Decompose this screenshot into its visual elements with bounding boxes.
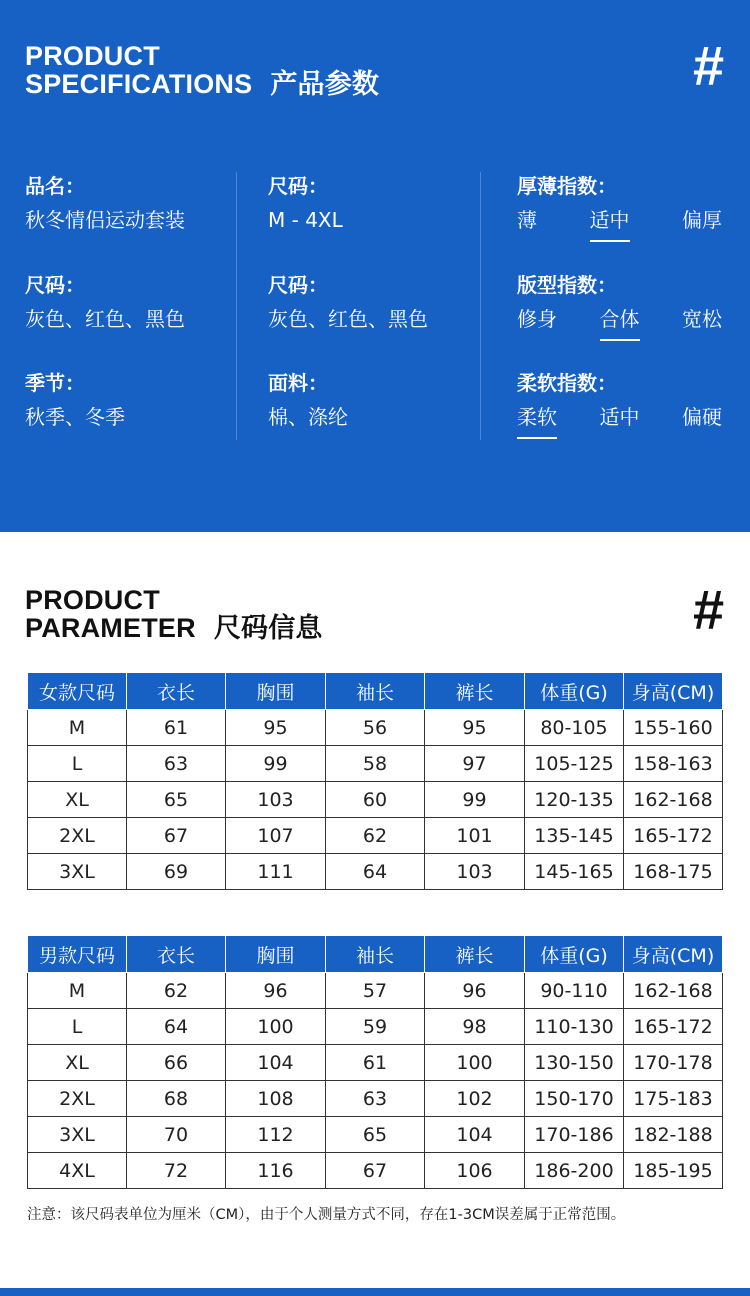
table-cell: 65	[326, 1117, 425, 1153]
table-cell: 72	[127, 1153, 226, 1189]
col-header: 裤长	[425, 673, 525, 710]
table-cell: 100	[425, 1045, 525, 1081]
table-header-row	[28, 936, 723, 973]
table-cell: 165-172	[624, 818, 723, 854]
spec-title-en-line1: PRODUCT	[25, 41, 160, 71]
spec-label-size-2: 尺码：	[268, 273, 328, 297]
table-cell: 67	[326, 1153, 425, 1189]
table-cell: 64	[326, 854, 425, 890]
spec-label-size-range: 尺码：	[268, 174, 328, 198]
table-cell: 130-150	[525, 1045, 624, 1081]
softness-options	[517, 404, 722, 434]
spec-label-name: 品名：	[25, 174, 85, 198]
table-cell: 116	[226, 1153, 326, 1189]
table-cell: 104	[425, 1117, 525, 1153]
col-header: 袖长	[326, 673, 425, 710]
col-header: 体重(G)	[525, 673, 624, 710]
spec-value-name: 秋冬情侣运动套装	[25, 208, 185, 232]
spec-label-fit: 版型指数：	[517, 273, 617, 297]
table-cell: 170-178	[624, 1045, 723, 1081]
spec-label-season: 季节：	[25, 371, 85, 395]
table-row	[28, 1009, 723, 1045]
table-cell: 120-135	[525, 782, 624, 818]
thickness-option: 偏厚	[682, 208, 722, 232]
table-cell: 58	[326, 746, 425, 782]
table-cell: 63	[326, 1081, 425, 1117]
spec-value-colors: 灰色、红色、黑色	[25, 307, 185, 331]
table-cell: 111	[226, 854, 326, 890]
table-cell: 96	[226, 973, 326, 1009]
col-header: 男款尺码	[28, 936, 127, 973]
fit-options	[517, 306, 722, 336]
table-cell: 110-130	[525, 1009, 624, 1045]
fit-option-selected: 合体	[600, 306, 640, 336]
hash-icon: #	[693, 578, 725, 641]
table-row	[28, 710, 723, 746]
param-title	[25, 586, 323, 642]
table-cell: 99	[425, 782, 525, 818]
table-cell: 66	[127, 1045, 226, 1081]
table-cell: 96	[425, 973, 525, 1009]
col-header: 胸围	[226, 673, 326, 710]
table-cell: 56	[326, 710, 425, 746]
col-header: 胸围	[226, 936, 326, 973]
table-cell: 135-145	[525, 818, 624, 854]
table-cell: 97	[425, 746, 525, 782]
table-cell: 182-188	[624, 1117, 723, 1153]
table-cell: 162-168	[624, 782, 723, 818]
spec-label-softness: 柔软指数：	[517, 371, 617, 395]
table-cell: 59	[326, 1009, 425, 1045]
thickness-option: 薄	[517, 208, 537, 232]
spec-title-cn: 产品参数	[270, 69, 380, 99]
table-cell: 158-163	[624, 746, 723, 782]
table-cell: 70	[127, 1117, 226, 1153]
table-cell: 162-168	[624, 973, 723, 1009]
hash-icon: #	[693, 34, 725, 97]
column-divider	[480, 172, 481, 440]
table-cell: 3XL	[28, 1117, 127, 1153]
spec-value-colors-2: 灰色、红色、黑色	[268, 307, 428, 331]
table-cell: 108	[226, 1081, 326, 1117]
table-cell: 61	[326, 1045, 425, 1081]
spec-label-size: 尺码：	[25, 273, 85, 297]
table-row	[28, 1153, 723, 1189]
softness-option-selected: 柔软	[517, 404, 557, 434]
table-row	[28, 973, 723, 1009]
spec-value-fabric: 棉、涤纶	[268, 405, 348, 429]
col-header: 身高(CM)	[624, 936, 723, 973]
spec-value-season: 秋季、冬季	[25, 405, 125, 429]
spec-panel	[0, 0, 750, 532]
table-cell: 99	[226, 746, 326, 782]
table-cell: 186-200	[525, 1153, 624, 1189]
table-cell: 112	[226, 1117, 326, 1153]
table-row	[28, 854, 723, 890]
table-header-row	[28, 673, 723, 710]
table-row	[28, 746, 723, 782]
table-cell: XL	[28, 782, 127, 818]
table-cell: 95	[425, 710, 525, 746]
table-row	[28, 1117, 723, 1153]
param-title-cn: 尺码信息	[213, 613, 323, 643]
column-divider	[236, 172, 237, 440]
spec-title-en-line2: SPECIFICATIONS	[25, 69, 253, 99]
table-cell: 69	[127, 854, 226, 890]
table-cell: 98	[425, 1009, 525, 1045]
param-title-en-line2: PARAMETER	[25, 613, 196, 643]
col-header: 袖长	[326, 936, 425, 973]
table-cell: 80-105	[525, 710, 624, 746]
col-header: 衣长	[127, 673, 226, 710]
bottom-bar	[0, 1288, 750, 1296]
table-cell: 165-172	[624, 1009, 723, 1045]
spec-title	[25, 42, 379, 98]
table-row	[28, 1045, 723, 1081]
table-cell: 103	[425, 854, 525, 890]
softness-option: 适中	[599, 405, 640, 429]
table-cell: 67	[127, 818, 226, 854]
table-cell: 2XL	[28, 818, 127, 854]
table-cell: XL	[28, 1045, 127, 1081]
param-title-en-line1: PRODUCT	[25, 585, 160, 615]
table-cell: 155-160	[624, 710, 723, 746]
col-header: 女款尺码	[28, 673, 127, 710]
table-row	[28, 818, 723, 854]
table-row	[28, 1081, 723, 1117]
table-cell: L	[28, 746, 127, 782]
table-cell: 102	[425, 1081, 525, 1117]
table-cell: 150-170	[525, 1081, 624, 1117]
table-row	[28, 782, 723, 818]
men-size-table	[27, 935, 723, 1189]
table-cell: 65	[127, 782, 226, 818]
col-header: 裤长	[425, 936, 525, 973]
table-cell: 62	[127, 973, 226, 1009]
col-header: 衣长	[127, 936, 226, 973]
table-cell: 68	[127, 1081, 226, 1117]
fit-option: 宽松	[682, 307, 722, 331]
table-cell: 107	[226, 818, 326, 854]
table-cell: 104	[226, 1045, 326, 1081]
table-cell: 145-165	[525, 854, 624, 890]
spec-label-thickness: 厚薄指数：	[517, 174, 617, 198]
table-cell: L	[28, 1009, 127, 1045]
table-cell: 61	[127, 710, 226, 746]
softness-option: 偏硬	[682, 405, 722, 429]
table-cell: 57	[326, 973, 425, 1009]
table-cell: 4XL	[28, 1153, 127, 1189]
table-cell: 63	[127, 746, 226, 782]
table-cell: M	[28, 710, 127, 746]
table-cell: 62	[326, 818, 425, 854]
table-cell: 175-183	[624, 1081, 723, 1117]
table-cell: 95	[226, 710, 326, 746]
spec-label-fabric: 面料：	[268, 371, 328, 395]
table-cell: 64	[127, 1009, 226, 1045]
table-cell: 2XL	[28, 1081, 127, 1117]
table-cell: 3XL	[28, 854, 127, 890]
table-cell: 90-110	[525, 973, 624, 1009]
spec-value-size-range: M - 4XL	[268, 208, 343, 232]
param-title-en-line2-row	[25, 614, 323, 642]
table-cell: 168-175	[624, 854, 723, 890]
fit-option: 修身	[517, 307, 557, 331]
table-cell: 100	[226, 1009, 326, 1045]
table-cell: 170-186	[525, 1117, 624, 1153]
table-cell: 106	[425, 1153, 525, 1189]
col-header: 体重(G)	[525, 936, 624, 973]
thickness-options	[517, 207, 722, 237]
measurement-note: 注意：该尺码表单位为厘米（CM），由于个人测量方式不同，存在1-3CM误差属于正常范围。	[27, 1207, 626, 1223]
table-cell: 101	[425, 818, 525, 854]
thickness-option-selected: 适中	[590, 207, 630, 237]
table-cell: M	[28, 973, 127, 1009]
table-cell: 185-195	[624, 1153, 723, 1189]
col-header: 身高(CM)	[624, 673, 723, 710]
spec-title-en-line2-row	[25, 70, 379, 98]
women-size-table	[27, 672, 723, 890]
table-cell: 105-125	[525, 746, 624, 782]
table-cell: 60	[326, 782, 425, 818]
table-cell: 103	[226, 782, 326, 818]
